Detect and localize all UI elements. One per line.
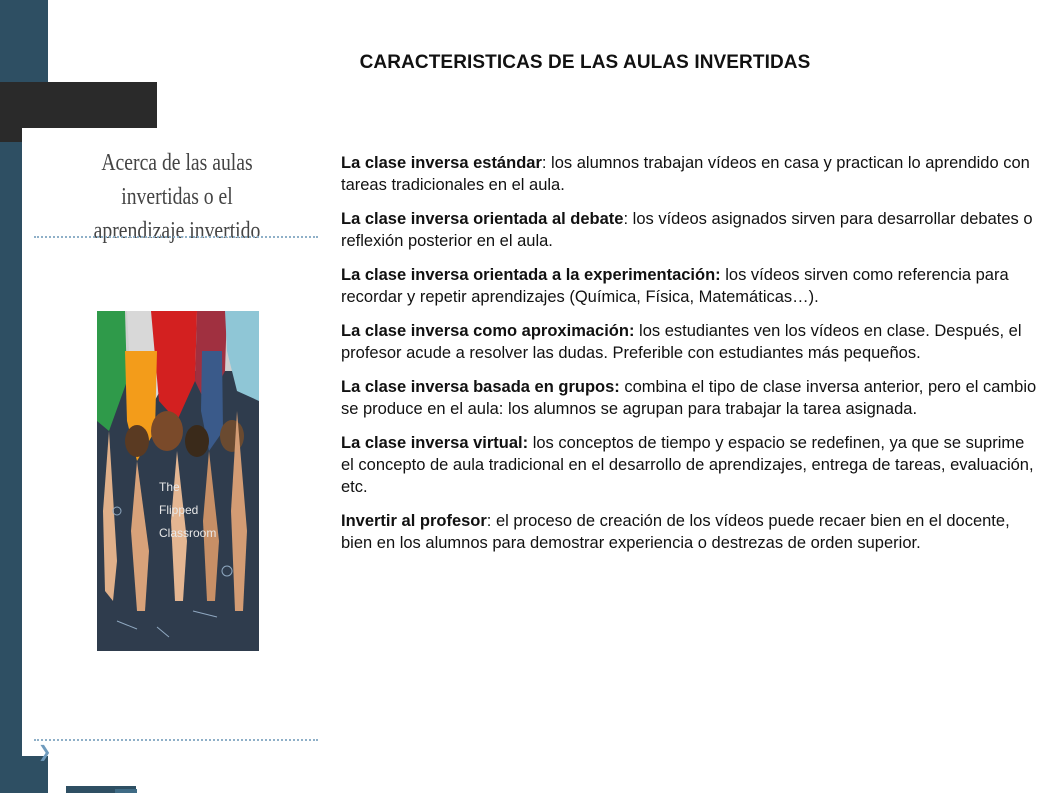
photo-caption-line: The [159,480,180,494]
item-term: La clase inversa orientada a la experimentación: [341,266,721,284]
item-text: los estudiantes ven los vídeos en clase. Después, el profesor acude a resolver las dudas. Preferible con estudiantes más pequeños. [341,322,1022,362]
chevron-right-icon: ❯ [38,744,52,761]
photo-caption [159,476,219,545]
list-item [341,376,1041,420]
content-list [341,152,1041,566]
list-item [341,152,1041,196]
item-term: La clase inversa como aproximación: [341,322,635,340]
list-item [341,432,1041,498]
list-item [341,320,1041,364]
item-term: La clase inversa orientada al debate [341,210,624,228]
item-term: La clase inversa basada en grupos: [341,378,620,396]
list-item [341,264,1041,308]
slide-title: CARACTERISTICAS DE LAS AULAS INVERTIDAS [359,52,811,73]
photo-caption-line: Classroom [159,526,217,540]
item-term: La clase inversa virtual: [341,434,529,452]
item-term: La clase inversa estándar [341,154,542,172]
panel-heading: Acerca de las aulas invertidas o el aprendizaje invertido [93,150,261,244]
photo-caption-line: Flipped [159,503,199,517]
bottom-accent-tab-light [115,789,137,793]
item-text: los alumnos trabajan vídeos en casa y practican lo aprendido con tareas tradicionales en el aula. [341,154,1030,194]
item-text: los vídeos sirven como referencia para recordar y repetir aprendizajes (Química, Física, Matemáticas…). [341,266,1009,306]
item-text: los conceptos de tiempo y espacio se redefinen, ya que se suprime el concepto de aula tradicional en el desarrollo de aprendizajes, entrega de tareas, evaluación, etc. [341,434,1034,496]
list-item [341,510,1041,554]
embedded-image-panel [22,128,318,761]
panel-divider-bottom [34,739,318,741]
item-term: Invertir al profesor [341,512,487,530]
item-text: el proceso de creación de los vídeos puede recaer bien en el docente, bien en los alumnos para demostrar experiencia o destrezas de orden superior. [341,512,1010,552]
dark-accent-block [0,82,157,128]
item-text: los vídeos asignados sirven para desarrollar debates o reflexión posterior en el aula. [341,210,1033,250]
list-item [341,208,1041,252]
panel-divider-top [34,236,318,238]
item-sep: : [486,512,492,530]
item-text: combina el tipo de clase inversa anterior, pero el cambio se produce en el aula: los alumnos se agrupan para trabajar la tarea asignada. [341,378,1037,418]
dark-accent-notch [0,128,22,142]
flipped-classroom-photo [97,311,259,651]
item-sep: : [623,210,629,228]
item-sep: : [541,154,547,172]
